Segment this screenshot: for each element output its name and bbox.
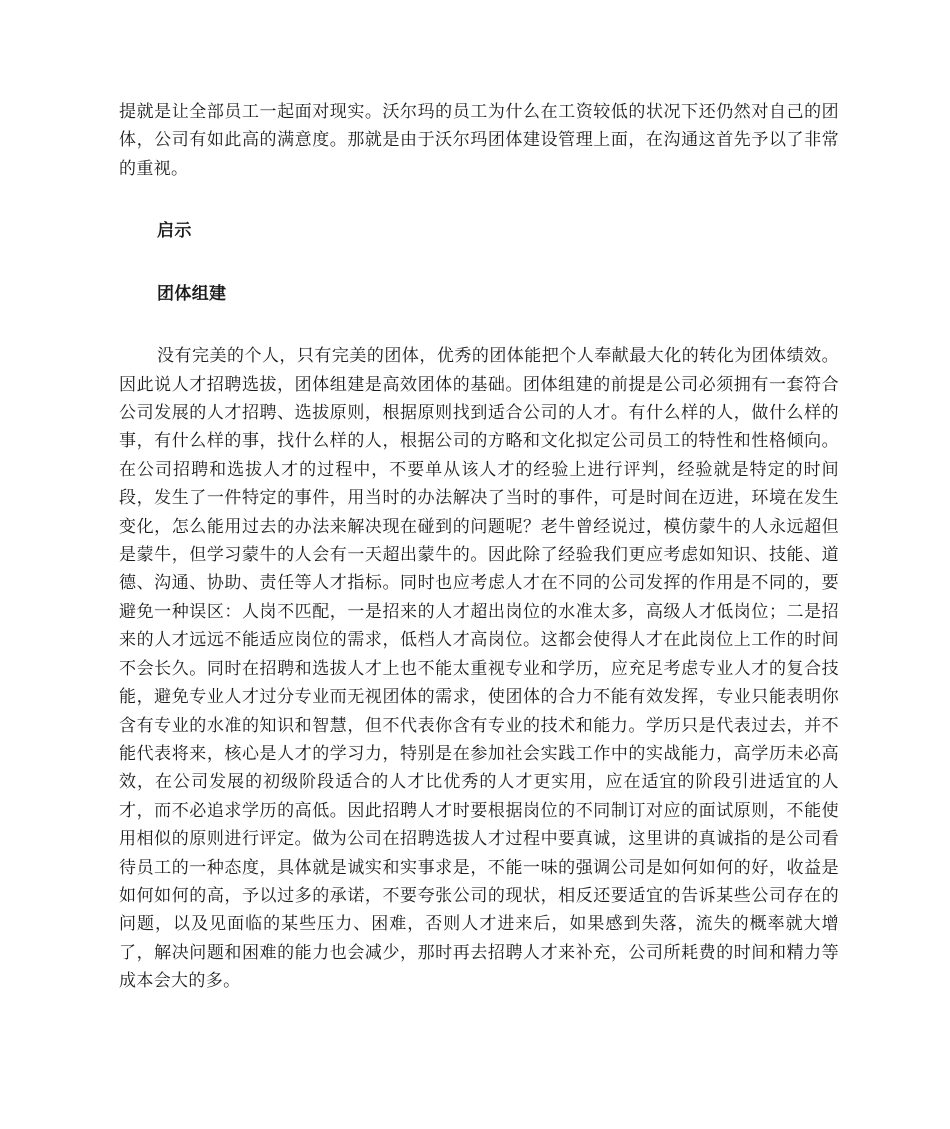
section-heading-inspiration: 启示 <box>157 221 192 242</box>
intro-paragraph: 提就是让全部员工一起面对现实。沃尔玛的员工为什么在工资较低的状况下还仍然对自己的团体，公司有如此高的满意度。那就是由于沃尔玛团体建设管理上面，在沟通这首先予以了非常的重视。 <box>119 102 839 179</box>
section-heading-team-building: 团体组建 <box>157 284 227 305</box>
body-paragraph: 没有完美的个人，只有完美的团体，优秀的团体能把个人奉献最大化的转化为团体绩效。因此说人才招聘选拔，团体组建是高效团体的基础。团体组建的前提是公司必须拥有一套符合公司发展的人才招聘、选拔原则，根据原则找到适合公司的人才。有什么样的人，做什么样的事，有什么样的事，找什么样的人，根据公司的方略和文化拟定公司员工的特性和性格倾向。在公司招聘和选拔人才的过程中，不要单从该人才的经验上进行评判，经验就是特定的时间段，发生了一件特定的事件，用当时的办法解决了当时的事件，可是时间在迈进，环境在发生变化，怎么能用过去的办法来解决现在碰到的问题呢？老牛曾经说过，模仿蒙牛的人永远超但是蒙牛，但学习蒙牛的人会有一天超出蒙牛的。因此除了经验我们更应考虑如知识、技能、道德、沟通、协助、责任等人才指标。同时也应考虑人才在不同的公司发挥的作用是不同的，要避免一种误区：人岗不匹配，一是招来的人才超出岗位的水准太多，高级人才低岗位；二是招来的人才远远不能适应岗位的需求，低档人才高岗位。这都会使得人才在此岗位上工作的时间不会长久。同时在招聘和选拔人才上也不能太重视专业和学历，应充足考虑专业人才的复合技能，避免专业人才过分专业而无视团体的需求，使团体的合力不能有效发挥，专业只能表明你含有专业的水准的知识和智慧，但不代表你含有专业的技术和能力。学历只是代表过去，并不能代表将来，核心是人才的学习力，特别是在参加社会实践工作中的实战能力，高学历未必高效，在公司发展的初级阶段适合的人才比优秀的人才更实用，应在适宜的阶段引进适宜的人才，而不必追求学历的高低。因此招聘人才时要根据岗位的不同制订对应的面试原则，不能使用相似的原则进行评定。做为公司在招聘选拔人才过程中要真诚，这里讲的真诚指的是公司看待员工的一种态度，具体就是诚实和实事求是，不能一味的强调公司是如何如何的好，收益是如何如何的高，予以过多的承诺，不要夸张公司的现状，相反还要适宜的告诉某些公司存在的问题，以及见面临的某些压力、困难，否则人才进来后，如果感到失落，流失的概率就大增了，解决问题和困难的能力也会减少，那时再去招聘人才来补充，公司所耗费的时间和精力等成本会大的多。 <box>119 346 839 992</box>
document-page <box>119 98 839 996</box>
